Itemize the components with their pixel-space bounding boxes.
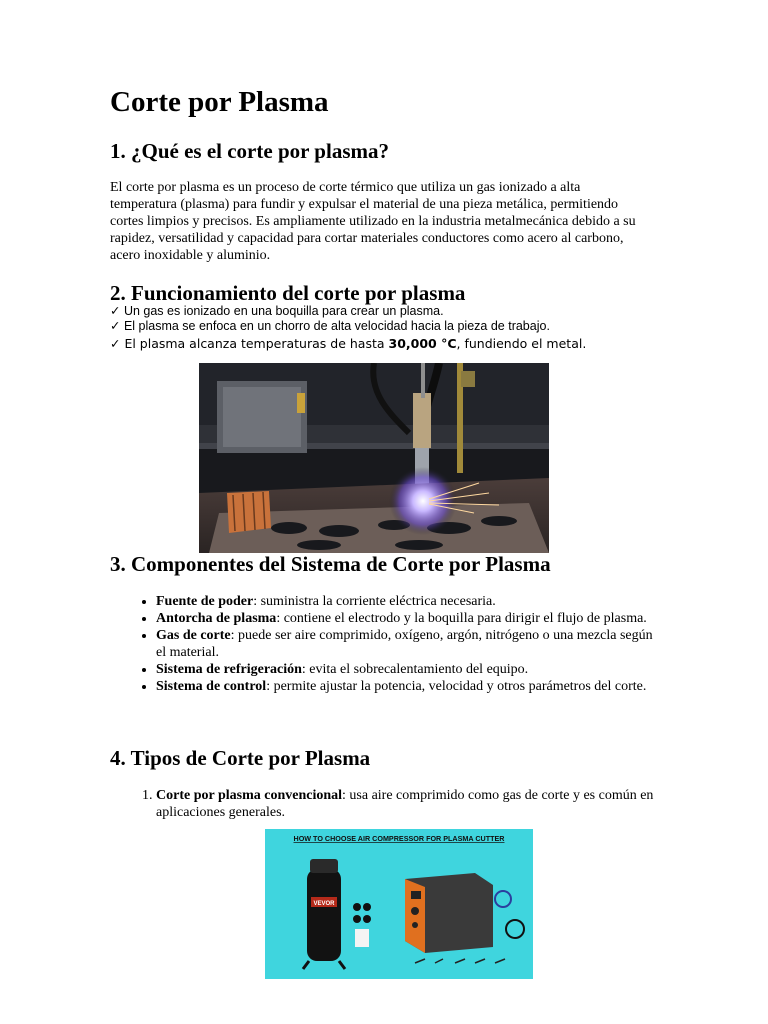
brand-logo-text: VEVOR — [313, 901, 335, 907]
list-item-desc: : usa aire comprimido como gas de corte y es común en aplicaciones generales. — [156, 788, 654, 820]
image-banner-text: HOW TO CHOOSE AIR COMPRESSOR FOR PLASMA CUTTER — [293, 834, 505, 843]
compressor-illustration — [265, 829, 533, 979]
check-item: ✓ Un gas es ionizado en una boquilla para crear un plasma. — [110, 304, 444, 318]
page-title: Corte por Plasma — [110, 86, 329, 118]
list-item — [156, 610, 656, 627]
check-item-text: , fundiendo el metal. — [456, 336, 587, 351]
list-item-desc: : suministra la corriente eléctrica necesaria. — [253, 594, 496, 609]
list-item-desc: : permite ajustar la potencia, velocidad y otros parámetros del corte. — [266, 679, 647, 694]
list-item — [156, 661, 656, 678]
section-heading-what-is: 1. ¿Qué es el corte por plasma? — [110, 139, 389, 163]
list-item-term: Sistema de control — [156, 679, 267, 694]
list-item — [156, 787, 656, 821]
list-item-term: Antorcha de plasma — [156, 611, 277, 626]
check-item-text: ✓ El plasma alcanza temperaturas de hasta — [110, 336, 389, 351]
list-item-desc: : contiene el electrodo y la boquilla para dirigir el flujo de plasma. — [276, 611, 647, 626]
check-item — [110, 334, 586, 353]
intro-paragraph: El corte por plasma es un proceso de corte térmico que utiliza un gas ionizado a alta temperatura (plasma) para fundir y expulsar el material de una pieza metálica, permitiendo cortes limpios y precisos. Es ampliamente utilizado en la industria metalmecánica debido a su rapidez, versatilidad y capacidad para cortar materiales conductores como acero al carbono, acero inoxidable y aluminio. — [110, 180, 636, 263]
temperature-value: 30,000 °C — [388, 336, 457, 351]
list-item-term: Sistema de refrigeración — [156, 662, 302, 677]
list-item-desc: : evita el sobrecalentamiento del equipo. — [301, 662, 529, 677]
section-heading-components: 3. Componentes del Sistema de Corte por Plasma — [110, 552, 551, 576]
plasma-cutting-photo — [199, 363, 549, 553]
section-heading-operation: 2. Funcionamiento del corte por plasma — [110, 281, 466, 305]
compressor-plasma-cutter-photo — [265, 829, 533, 979]
list-item — [156, 593, 656, 610]
section-heading-types: 4. Tipos de Corte por Plasma — [110, 746, 371, 770]
list-item-term: Gas de corte — [156, 628, 231, 643]
components-list — [110, 593, 656, 695]
check-item: ✓ El plasma se enfoca en un chorro de alta velocidad hacia la pieza de trabajo. — [110, 319, 550, 333]
list-item — [156, 627, 656, 661]
types-list — [110, 787, 656, 821]
list-item-desc: : puede ser aire comprimido, oxígeno, argón, nitrógeno o una mezcla según el material. — [156, 628, 653, 660]
list-item-term: Fuente de poder — [156, 594, 254, 609]
operation-checklist — [110, 304, 586, 353]
list-item-term: Corte por plasma convencional — [156, 788, 343, 803]
list-item — [156, 678, 656, 695]
plasma-cutter-illustration — [199, 363, 549, 553]
